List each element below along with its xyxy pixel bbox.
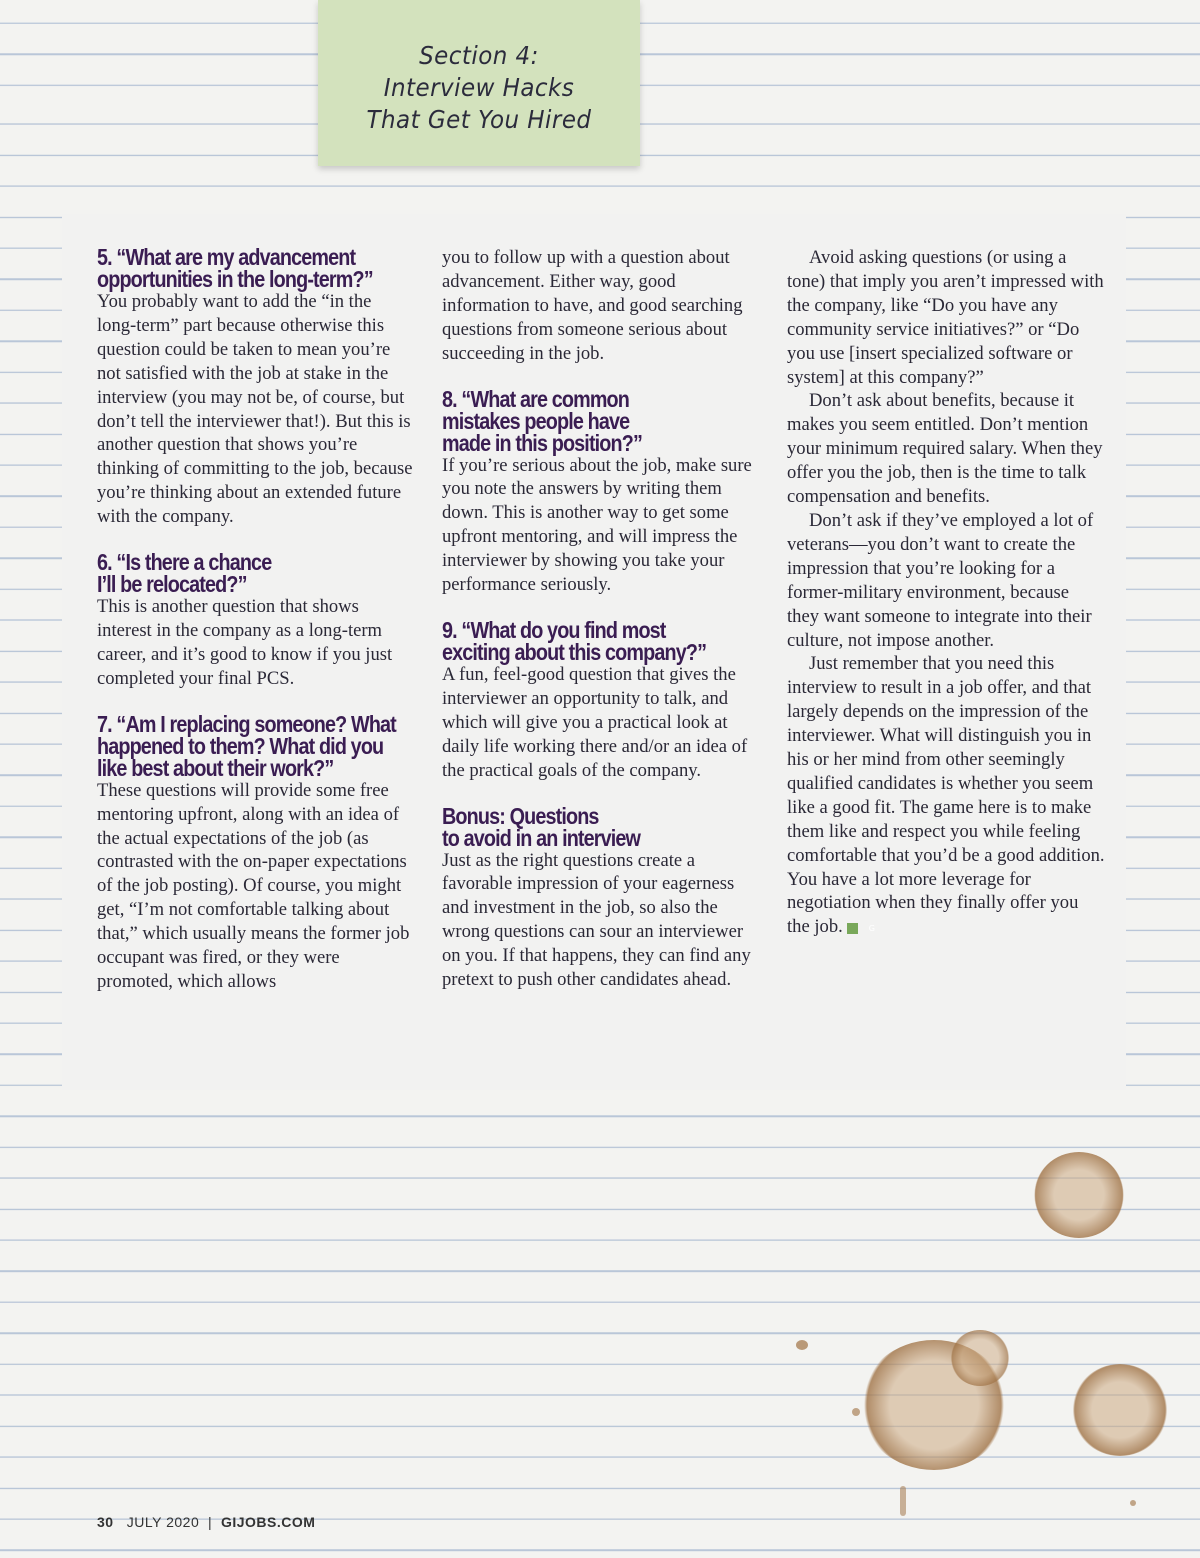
question-5-heading: [97, 246, 425, 290]
question-5-body: You probably want to add the “in the long-term” part because otherwise this question could be taken to mean you’re not satisfied with the job at stake in the interview (you may not be, of course, but don’t tell the interviewer that!). But this is another question that shows you’re thinking of committing to the job, because you’re thinking about an extended future with the company.: [97, 291, 413, 528]
heading-line: 9. “What do you find most: [442, 616, 666, 643]
coffee-splatter-icon: [852, 1408, 860, 1416]
paragraph-benefits: Don’t ask about benefits, because it makes you seem entitled. Don’t mention your minimum required salary. When they offer you the job, then is the time to talk compensation and benefits.: [787, 390, 1103, 508]
paragraph-avoid-questions: Avoid asking questions (or using a tone) that imply you aren’t impressed with the company, like “Do you have any community service initiatives?” or “Do you use [insert specialized software or system] at this company?”: [787, 247, 1104, 388]
question-9-heading: [442, 616, 770, 665]
heading-line: exciting about this company?”: [442, 638, 707, 665]
sticky-note: [318, 0, 640, 166]
question-7-continued: you to follow up with a question about advancement. Either way, good information to have, and good searching questions from someone serious about succeeding in the job.: [442, 247, 743, 364]
question-6-heading: [97, 549, 425, 598]
heading-line: 5. “What are my advancement: [97, 244, 356, 270]
end-of-article-icon: G: [847, 923, 858, 934]
heading-line: 6. “Is there a chance: [97, 549, 272, 576]
coffee-stain-icon: [1072, 1364, 1168, 1456]
question-6-body: This is another question that shows interest in the company as a long-term career, and it’s good to know if you just completed your final PCS.: [97, 596, 393, 689]
section-title-line2: Interview Hacks: [383, 73, 575, 102]
coffee-stain-icon: [1034, 1152, 1124, 1238]
section-title-line3: That Get You Hired: [366, 105, 592, 134]
section-title: [331, 40, 627, 136]
page-number: 30: [97, 1514, 114, 1530]
heading-line: 8. “What are common: [442, 385, 629, 412]
column-2: [442, 246, 760, 992]
bonus-body: Just as the right questions create a favorable impression of your eagerness and investment in the job, so also the wrong questions can sour an interviewer on you. If that happens, they can find any pretext to push other candidates ahead.: [442, 849, 751, 991]
site-name: GIJOBS.COM: [220, 1514, 316, 1530]
question-7-heading: [97, 710, 425, 781]
conclusion-text: Just remember that you need this interview to result in a job offer, and that largely depends on the impression of the interviewer. What will distinguish you in his or her mind from other seemingly qualified candidates is whether you seem like a good fit. The game here is to make them like and respect you while feeling comfortable that you’d be a good addition. You have a lot more leverage for negotiation when they finally offer you the job.: [787, 653, 1105, 938]
page-footer: [97, 1514, 315, 1530]
coffee-splatter-icon: [900, 1486, 906, 1516]
coffee-stain-icon: [950, 1330, 1010, 1386]
heading-line: like best about their work?”: [97, 754, 334, 781]
heading-line: opportunities in the long-term?”: [97, 266, 373, 292]
footer-separator: |: [208, 1514, 213, 1530]
paragraph-veterans: Don’t ask if they’ve employed a lot of veterans—you don’t want to create the impression that you’re looking for a former-military environment, because they want someone to integrate into their culture, not impose another.: [787, 509, 1094, 651]
column-1: [97, 246, 415, 994]
heading-line: to avoid in an interview: [442, 824, 641, 851]
coffee-splatter-icon: [796, 1340, 808, 1350]
question-9-body: A fun, feel-good question that gives the interviewer an opportunity to talk, and which will give you a practical look at daily life working there and/or an idea of the practical goals of the company.: [442, 663, 748, 781]
column-3: [787, 246, 1105, 939]
question-7-body: These questions will provide some free mentoring upfront, along with an idea of the actual expectations of the job (as contrasted with the on-paper expectations of the job posting). Of course, you might get, “I’m not comfortable talking about that,” which usually means the former job occupant was fired, or they were promoted, which allows: [97, 779, 410, 992]
heading-line: made in this position?”: [442, 429, 643, 456]
heading-line: Bonus: Questions: [442, 802, 599, 829]
section-title-line1: Section 4:: [419, 41, 539, 70]
heading-line: 7. “Am I replacing someone? What: [97, 710, 396, 737]
heading-line: I’ll be relocated?”: [97, 571, 247, 598]
coffee-splatter-icon: [1130, 1500, 1136, 1506]
bonus-heading: [442, 802, 770, 851]
paragraph-conclusion: [787, 652, 1105, 939]
issue-date: JULY 2020: [126, 1514, 200, 1530]
question-8-heading: [442, 385, 770, 456]
question-8-body: If you’re serious about the job, make sure you note the answers by writing them down. This is another way to get some upfront mentoring, and will impress the interviewer by showing you take your performance seriously.: [442, 454, 752, 596]
heading-line: happened to them? What did you: [97, 732, 384, 759]
heading-line: mistakes people have: [442, 407, 630, 434]
